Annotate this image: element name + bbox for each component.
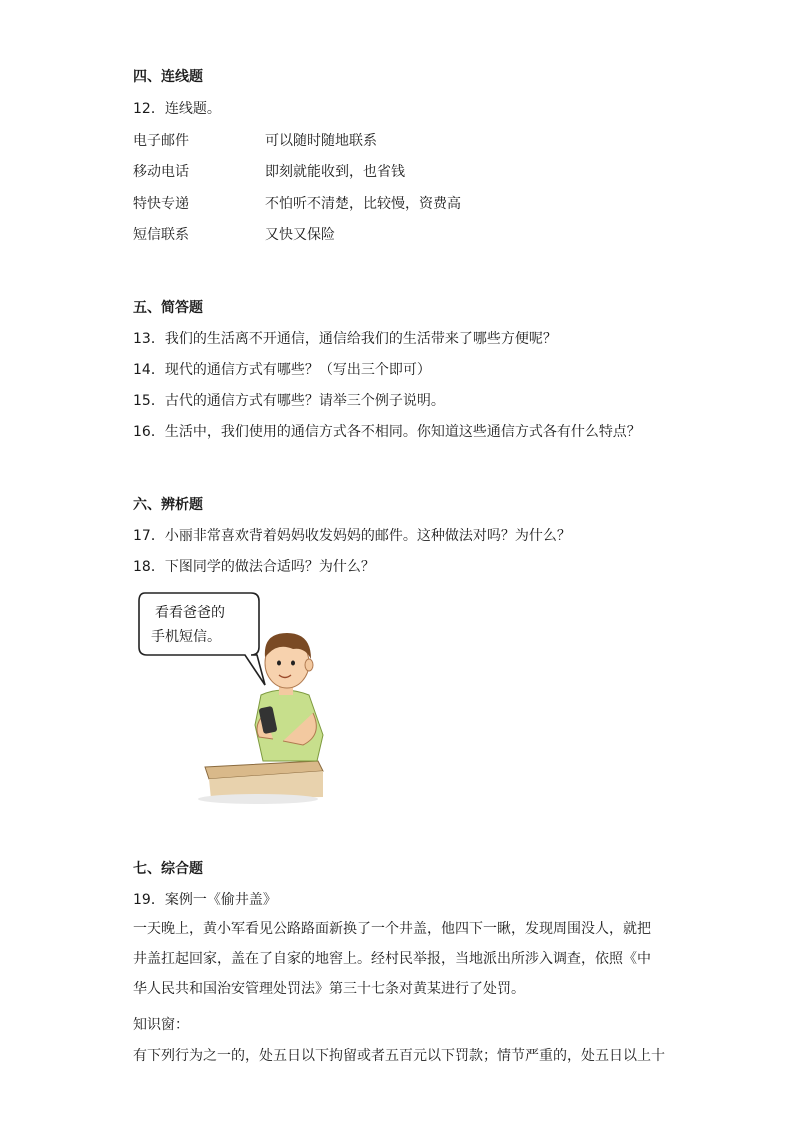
match-right-item: 即刻就能收到，也省钱 (265, 164, 405, 180)
section-7-heading: 七、综合题 (133, 861, 203, 877)
question-18: 18．下图同学的做法合适吗？为什么？ (133, 559, 375, 575)
question-13: 13．我们的生活离不开通信，通信给我们的生活带来了哪些方便呢？ (133, 331, 557, 347)
match-left-item: 短信联系 (133, 227, 189, 243)
knowledge-text: 有下列行为之一的，处五日以下拘留或者五百元以下罚款；情节严重的，处五日以上十 (133, 1048, 665, 1064)
question-15: 15．古代的通信方式有哪些？请举三个例子说明。 (133, 393, 445, 409)
match-right-item: 又快又保险 (265, 227, 335, 243)
knowledge-label: 知识窗： (133, 1017, 189, 1033)
section-5-heading: 五、简答题 (133, 300, 203, 316)
bubble-line-1: 看看爸爸的 (155, 605, 225, 621)
question-16: 16．生活中，我们使用的通信方式各不相同。你知道这些通信方式各有什么特点？ (133, 424, 641, 440)
match-left-item: 特快专递 (133, 196, 189, 212)
match-left-item: 电子邮件 (133, 133, 189, 149)
boy-reading-phone-illustration (133, 585, 333, 805)
eye-left (277, 661, 281, 666)
case-paragraph: 一天晚上，黄小军看见公路路面新换了一个井盖，他四下一瞅，发现周围没人，就把井盖扛起回家，盖在了自家的地窖上。经村民举报，当地派出所涉入调查，依照《中华人民共和国治安管理处罚法》第三十七条对黄某进行了处罚。 (133, 921, 651, 997)
question-12: 12．连线题。 (133, 101, 221, 117)
ear (305, 659, 313, 671)
table-shadow (198, 794, 318, 804)
match-right-item: 不怕听不清楚，比较慢，资费高 (265, 196, 461, 212)
question-14: 14．现代的通信方式有哪些？（写出三个即可） (133, 362, 431, 378)
question-17: 17．小丽非常喜欢背着妈妈收发妈妈的邮件。这种做法对吗？为什么？ (133, 528, 571, 544)
match-left-item: 移动电话 (133, 164, 189, 180)
section-6-heading: 六、辨析题 (133, 497, 203, 513)
eye-right (291, 661, 295, 666)
match-right-item: 可以随时随地联系 (265, 133, 377, 149)
question-19: 19．案例一《偷井盖》 (133, 892, 277, 908)
bubble-line-2: 手机短信。 (151, 629, 221, 645)
section-4-heading: 四、连线题 (133, 69, 203, 85)
